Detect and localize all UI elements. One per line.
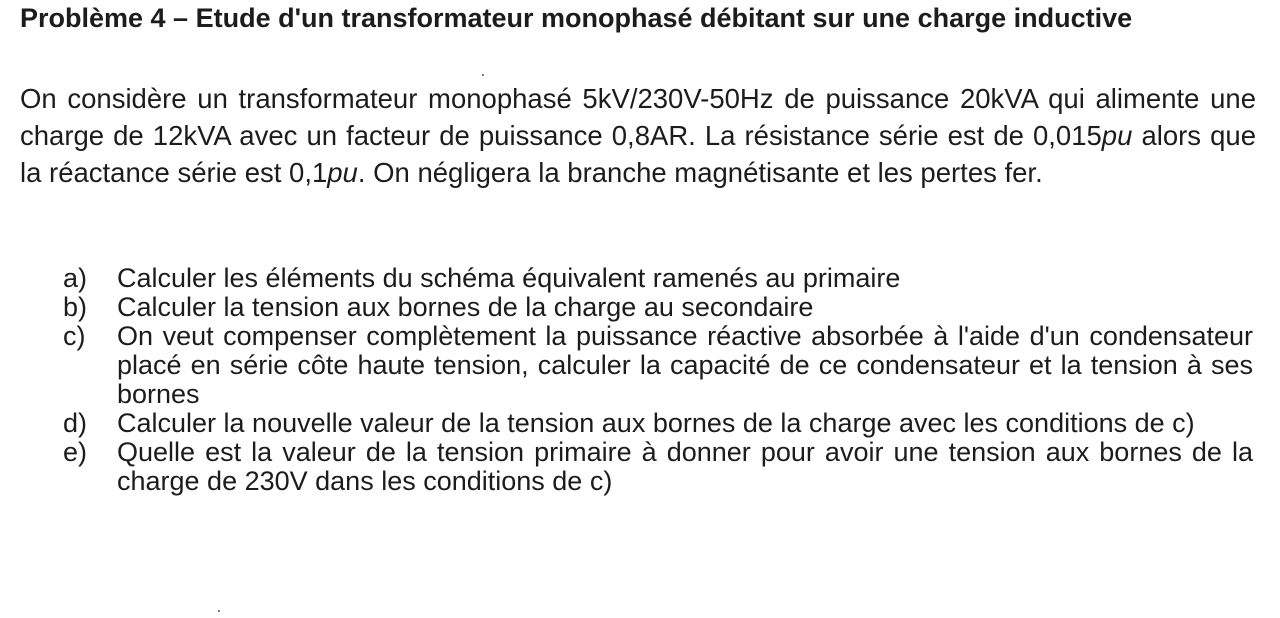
scan-speck xyxy=(218,610,220,612)
question-text: Calculer les éléments du schéma équivalent ramenés au primaire xyxy=(117,263,901,293)
question-item-c xyxy=(63,322,1253,409)
intro-unit-pu-1: pu xyxy=(1101,120,1133,151)
question-list xyxy=(63,264,1253,496)
question-marker: e) xyxy=(63,437,88,467)
question-item-a xyxy=(63,264,1253,293)
question-marker: d) xyxy=(63,408,88,438)
question-text: On veut compenser complètement la puissance réactive absorbée à l'aide d'un condensateur placé en série côte haute tension, calculer la capacité de ce condensateur et la tension à ses bornes xyxy=(117,321,1253,409)
intro-unit-pu-2: pu xyxy=(327,157,358,188)
question-marker: c) xyxy=(63,321,86,351)
question-marker: b) xyxy=(63,292,88,322)
problem-intro xyxy=(20,80,1256,191)
question-item-b xyxy=(63,293,1253,322)
scan-speck xyxy=(482,74,484,76)
question-item-e xyxy=(63,438,1253,496)
question-item-d xyxy=(63,409,1253,438)
intro-text-part-1: On considère un transformateur monophasé 5kV/230V-50Hz de puissance 20kVA qui alimente une charge de 12kVA avec un facteur de puissance 0,8AR. La résistance série est de 0,015 xyxy=(20,83,1256,151)
question-text: Calculer la tension aux bornes de la charge au secondaire xyxy=(117,292,814,322)
question-text: Calculer la nouvelle valeur de la tension aux bornes de la charge avec les conditions de c) xyxy=(117,408,1195,438)
question-text: Quelle est la valeur de la tension primaire à donner pour avoir une tension aux bornes de la charge de 230V dans les conditions de c) xyxy=(117,437,1253,496)
problem-title: Problème 4 – Etude d'un transformateur monophasé débitant sur une charge inductive xyxy=(20,3,1133,33)
intro-text-part-2: alors que la réactance série est 0,1 xyxy=(20,120,1256,188)
intro-text-part-3: . On négligera la branche magnétisante et les pertes fer. xyxy=(357,157,1043,188)
question-marker: a) xyxy=(63,263,88,293)
